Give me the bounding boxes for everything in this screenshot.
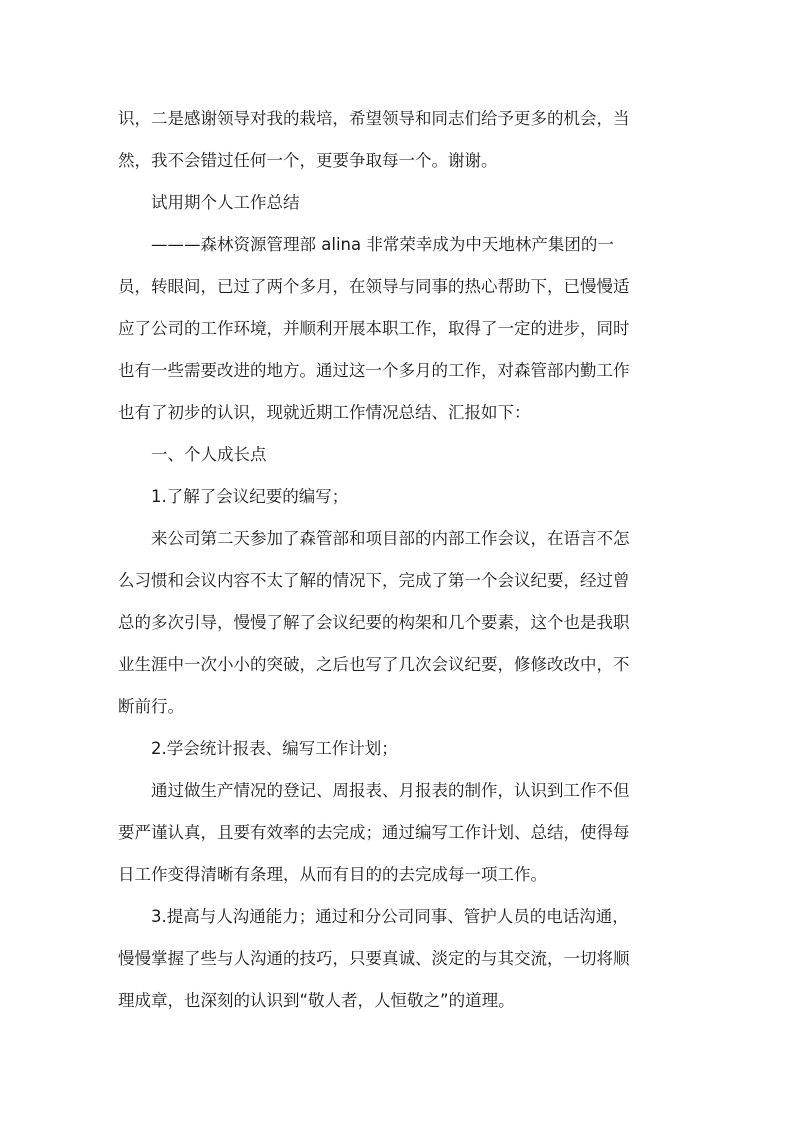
text-line: 然，我不会错过任何一个，更要争取每一个。谢谢。 (118, 151, 498, 170)
text-line: 断前行。 (118, 697, 184, 716)
paragraph-intro (118, 224, 678, 434)
paragraph-item-3 (118, 896, 678, 1022)
text-line: 理成章，也深刻的认识到“敬人者，人恒敬之”的道理。 (118, 991, 515, 1010)
text-line: 1.了解了会议纪要的编写； (151, 487, 349, 506)
text-line: 一、个人成长点 (151, 445, 267, 464)
item-heading-1 (118, 476, 678, 518)
text-line: 总的多次引导，慢慢了解了会议纪要的构架和几个要素，这个也是我职 (118, 613, 630, 632)
text-line: ———森林资源管理部 alina 非常荣幸成为中天地林产集团的一 (151, 235, 614, 254)
text-line: 要严谨认真，且要有效率的去完成；通过编写工作计划、总结，使得每 (118, 823, 630, 842)
paragraph-item-2-body (118, 770, 678, 896)
text-line: 来公司第二天参加了森管部和项目部的内部工作会议，在语言不怎 (151, 529, 630, 548)
text-line: 2.学会统计报表、编写工作计划； (151, 739, 398, 758)
paragraph-item-1-body (118, 518, 678, 728)
text-line: 员，转眼间，已过了两个多月，在领导与同事的热心帮助下，已慢慢适 (118, 277, 630, 296)
section-heading (118, 434, 678, 476)
paragraph-continuation (118, 98, 678, 182)
document-title (118, 182, 678, 224)
text-line: 识，二是感谢领导对我的栽培，希望领导和同志们给予更多的机会，当 (118, 109, 630, 128)
text-line: 试用期个人工作总结 (151, 193, 300, 212)
text-line: 3.提高与人沟通能力；通过和分公司同事、管护人员的电话沟通， (151, 907, 629, 926)
text-line: 也有一些需要改进的地方。通过这一个多月的工作，对森管部内勤工作 (118, 361, 630, 380)
text-line: 日工作变得清晰有条理，从而有目的的去完成每一项工作。 (118, 865, 547, 884)
text-line: 通过做生产情况的登记、周报表、月报表的制作，认识到工作不但 (151, 781, 630, 800)
text-line: 么习惯和会议内容不太了解的情况下，完成了第一个会议纪要，经过曾 (118, 571, 630, 590)
text-line: 也有了初步的认识，现就近期工作情况总结、汇报如下： (118, 403, 531, 422)
item-heading-2 (118, 728, 678, 770)
text-line: 慢慢掌握了些与人沟通的技巧，只要真诚、淡定的与其交流，一切将顺 (118, 949, 630, 968)
text-line: 业生涯中一次小小的突破，之后也写了几次会议纪要，修修改改中，不 (118, 655, 630, 674)
text-line: 应了公司的工作环境，并顺利开展本职工作，取得了一定的进步，同时 (118, 319, 630, 338)
